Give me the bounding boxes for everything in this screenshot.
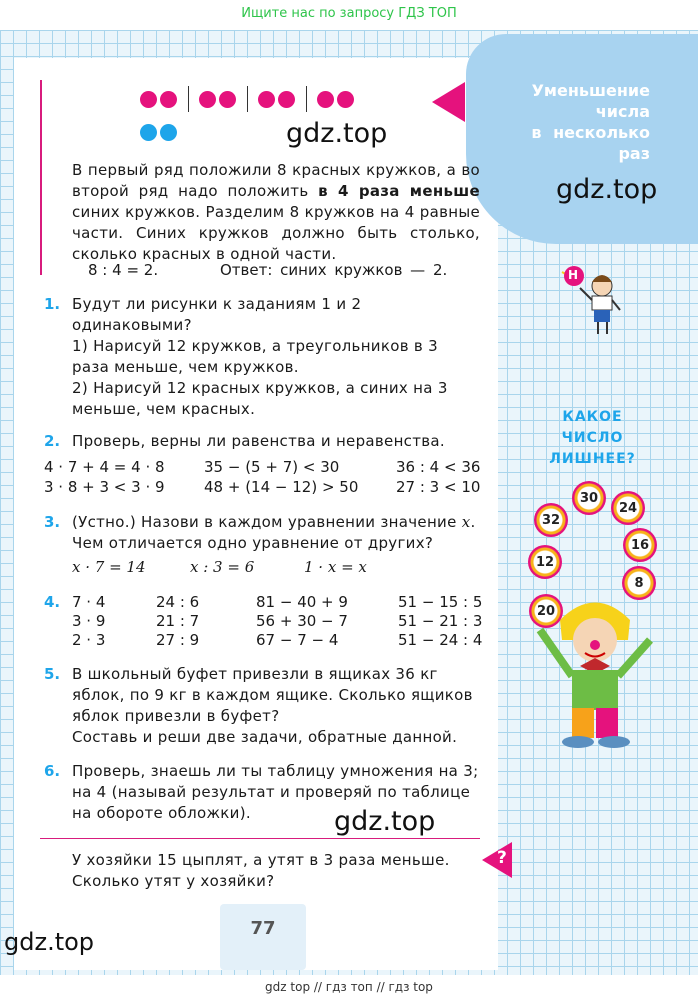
intro-equation: 8 : 4 = 2. [88, 261, 159, 279]
task-text: Проверь, верны ли равенства и неравенства. [72, 432, 445, 450]
odd-title-line: ЧИСЛО [561, 430, 624, 446]
task-number: 6. [44, 762, 61, 780]
number-ball: 8 [622, 566, 656, 600]
task-number: 3. [44, 513, 61, 531]
intro-text [72, 160, 480, 265]
expression: 27 : 3 < 10 [396, 478, 481, 496]
odd-title-line: КАКОЕ [562, 409, 623, 425]
expression: 21 : 7 [156, 612, 200, 630]
red-circle [278, 91, 295, 108]
expression: 51 − 15 : 5 [398, 593, 483, 611]
number-ball: 16 [623, 528, 657, 562]
task-text-part: . Чем отличается одно уравнение от других? [72, 513, 476, 552]
topic-title-line: раз [618, 144, 650, 163]
task-text: В школьный буфет привезли в ящиках 36 кг яблок, по 9 кг в каждом ящике. Сколько ящиков яблок привезли в буфет? [72, 665, 473, 725]
equation: x : 3 = 6 [190, 558, 255, 576]
task-text: Проверь, знаешь ли ты таблицу умножения на 3; на 4 (называй результат и проверяй по таблице на обороте обложки). [72, 762, 479, 822]
expression: 35 − (5 + 7) < 30 [204, 458, 340, 476]
expression: 27 : 9 [156, 631, 200, 649]
expression: 36 : 4 < 36 [396, 458, 481, 476]
odd-number-title [520, 407, 665, 470]
red-circle [258, 91, 275, 108]
triangle-marker-icon [432, 82, 465, 122]
blue-dots-illustration [140, 124, 180, 141]
intro-bar [40, 80, 42, 275]
red-circle [219, 91, 236, 108]
expression: 3 · 8 + 3 < 3 · 9 [44, 478, 165, 496]
expression: 51 − 21 : 3 [398, 612, 483, 630]
variable: x [461, 513, 471, 531]
divider [306, 86, 307, 112]
number-ball: 24 [611, 491, 645, 525]
task-number: 2. [44, 432, 61, 450]
task-text [72, 512, 480, 554]
task-text-part: (Устно.) Назови в каждом уравнении значение [72, 513, 462, 531]
page-number: 77 [250, 918, 276, 939]
odd-title-line: ЛИШНЕЕ? [549, 451, 636, 467]
intro-text-part: синих кружков. Разделим 8 кружков на 4 равные части. Синих кружков должно быть столько, сколько красных в одной части. [72, 203, 480, 263]
blue-circle [140, 124, 157, 141]
topic-title-line: Уменьшение [531, 81, 650, 100]
topic-title-line: в несколько [531, 123, 650, 142]
task-text: Будут ли рисунки к заданиям 1 и 2 одинаковыми? [72, 295, 362, 334]
watermark: gdz.top [334, 806, 436, 837]
task-item: 2) Нарисуй 12 красных кружков, а синих на 3 меньше, чем красных. [72, 379, 448, 418]
watermark: gdz.top [286, 118, 388, 149]
red-circle [140, 91, 157, 108]
expression: 51 − 24 : 4 [398, 631, 483, 649]
divider [247, 86, 248, 112]
expression: 4 · 7 + 4 = 4 · 8 [44, 458, 165, 476]
expression: 56 + 30 − 7 [256, 612, 348, 630]
task-item: 1) Нарисуй 12 кружков, а треугольников в 3 раза меньше, чем кружков. [72, 337, 438, 376]
top-banner[interactable]: Ищите нас по запросу ГДЗ ТОП [241, 6, 457, 21]
watermark: gdz.top [556, 174, 658, 205]
question-text: У хозяйки 15 цыплят, а утят в 3 раза меньше. Сколько утят у хозяйки? [72, 851, 450, 890]
question-mark-icon: ? [497, 848, 507, 868]
divider [188, 86, 189, 112]
expression: 2 · 3 [72, 631, 106, 649]
equation: x · 7 = 14 [72, 558, 146, 576]
expression: 7 · 4 [72, 593, 106, 611]
intro-answer: Ответ: синих кружков — 2. [220, 261, 448, 279]
badge-letter: Н [568, 268, 579, 282]
number-ball: 20 [529, 594, 563, 628]
red-circle [199, 91, 216, 108]
red-circle [160, 91, 177, 108]
expression: 67 − 7 − 4 [256, 631, 339, 649]
footer-links[interactable]: gdz top // гдз топ // гдз top [265, 980, 433, 994]
red-circle [317, 91, 334, 108]
intro-bold: в 4 раза меньше [318, 182, 480, 200]
blue-circle [160, 124, 177, 141]
divider [40, 838, 480, 839]
task-1 [72, 294, 480, 420]
number-ball: 12 [528, 545, 562, 579]
topic-title [531, 80, 650, 164]
expression: 24 : 6 [156, 593, 200, 611]
intro-text-part: В первый ряд положили 8 красных кружков, а во второй ряд надо положить [72, 161, 480, 200]
red-circle [337, 91, 354, 108]
expression: 3 · 9 [72, 612, 106, 630]
number-ball: 32 [534, 503, 568, 537]
boy-character-icon [556, 262, 626, 342]
red-dots-illustration [140, 86, 357, 112]
task-number: 5. [44, 665, 61, 683]
watermark: gdz.top [4, 928, 95, 956]
expression: 48 + (14 − 12) > 50 [204, 478, 359, 496]
equation: 1 · x = x [304, 558, 367, 576]
task-number: 1. [44, 295, 61, 313]
task-number: 4. [44, 593, 61, 611]
task-text: Составь и реши две задачи, обратные данной. [72, 728, 458, 746]
topic-title-line: числа [595, 102, 650, 121]
expression: 81 − 40 + 9 [256, 593, 348, 611]
number-ball: 30 [572, 481, 606, 515]
task-5 [72, 664, 480, 748]
